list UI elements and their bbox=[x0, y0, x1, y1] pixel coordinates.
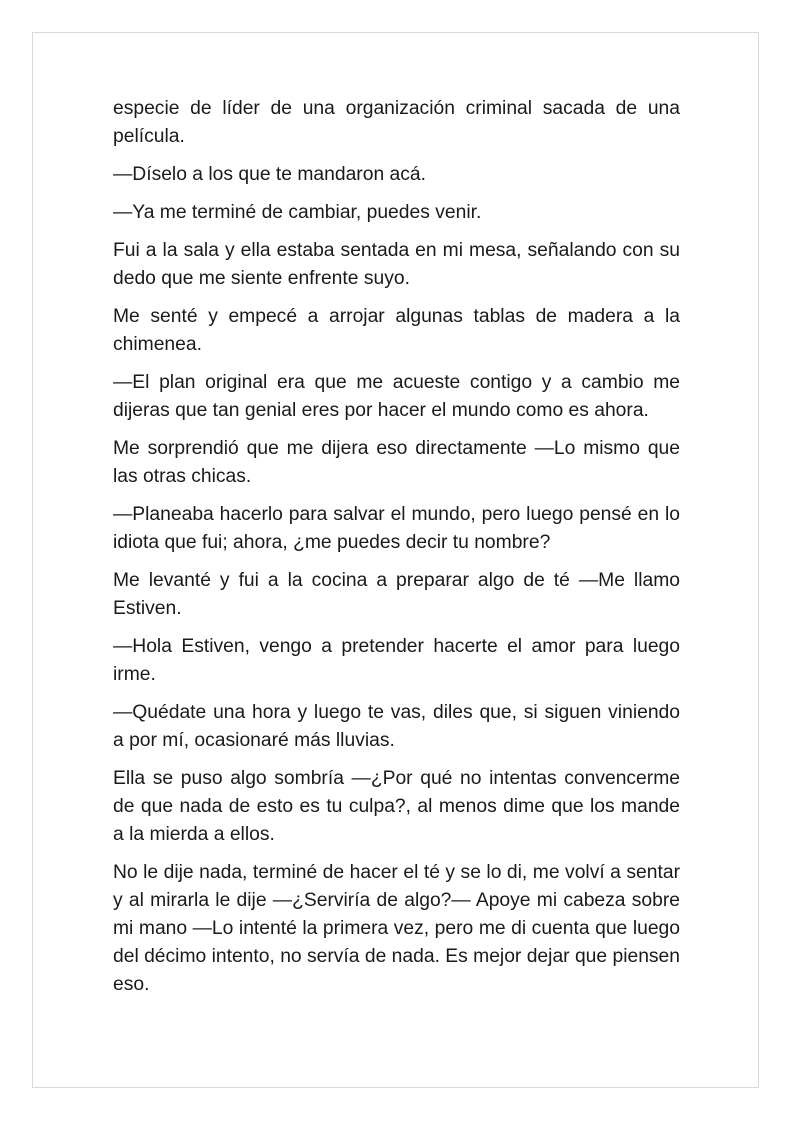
paragraph: Me levanté y fui a la cocina a preparar algo de té —Me llamo Estiven. bbox=[113, 570, 680, 619]
paragraph: Fui a la sala y ella estaba sentada en mi mesa, señalando con su dedo que me siente enfrente suyo. bbox=[113, 240, 680, 289]
document-page bbox=[32, 32, 759, 1088]
paragraph: —Díselo a los que te mandaron acá. bbox=[113, 164, 426, 185]
paragraph: especie de líder de una organización criminal sacada de una película. bbox=[113, 98, 680, 147]
paragraph: Me senté y empecé a arrojar algunas tablas de madera a la chimenea. bbox=[113, 306, 680, 355]
paragraph: No le dije nada, terminé de hacer el té y se lo di, me volví a sentar y al mirarla le dije —¿Serviría de algo?— Apoye mi cabeza sobre mi mano —Lo intenté la primera vez, pero me di cuenta que luego del décimo intento, no servía de nada. Es mejor dejar que piensen eso. bbox=[113, 862, 681, 995]
paragraph: Me sorprendió que me dijera eso directamente —Lo mismo que las otras chicas. bbox=[113, 438, 680, 487]
paragraph: —Planeaba hacerlo para salvar el mundo, pero luego pensé en lo idiota que fui; ahora, ¿me puedes decir tu nombre? bbox=[113, 504, 680, 553]
body-text bbox=[113, 95, 680, 1009]
paragraph: —El plan original era que me acueste contigo y a cambio me dijeras que tan genial eres por hacer el mundo como es ahora. bbox=[113, 372, 680, 421]
paragraph: —Quédate una hora y luego te vas, diles que, si siguen viniendo a por mí, ocasionaré más lluvias. bbox=[113, 702, 680, 751]
paragraph: —Ya me terminé de cambiar, puedes venir. bbox=[113, 202, 482, 223]
paragraph: —Hola Estiven, vengo a pretender hacerte el amor para luego irme. bbox=[113, 636, 680, 685]
paragraph: Ella se puso algo sombría —¿Por qué no intentas convencerme de que nada de esto es tu culpa?, al menos dime que los mande a la mierda a ellos. bbox=[113, 768, 680, 845]
